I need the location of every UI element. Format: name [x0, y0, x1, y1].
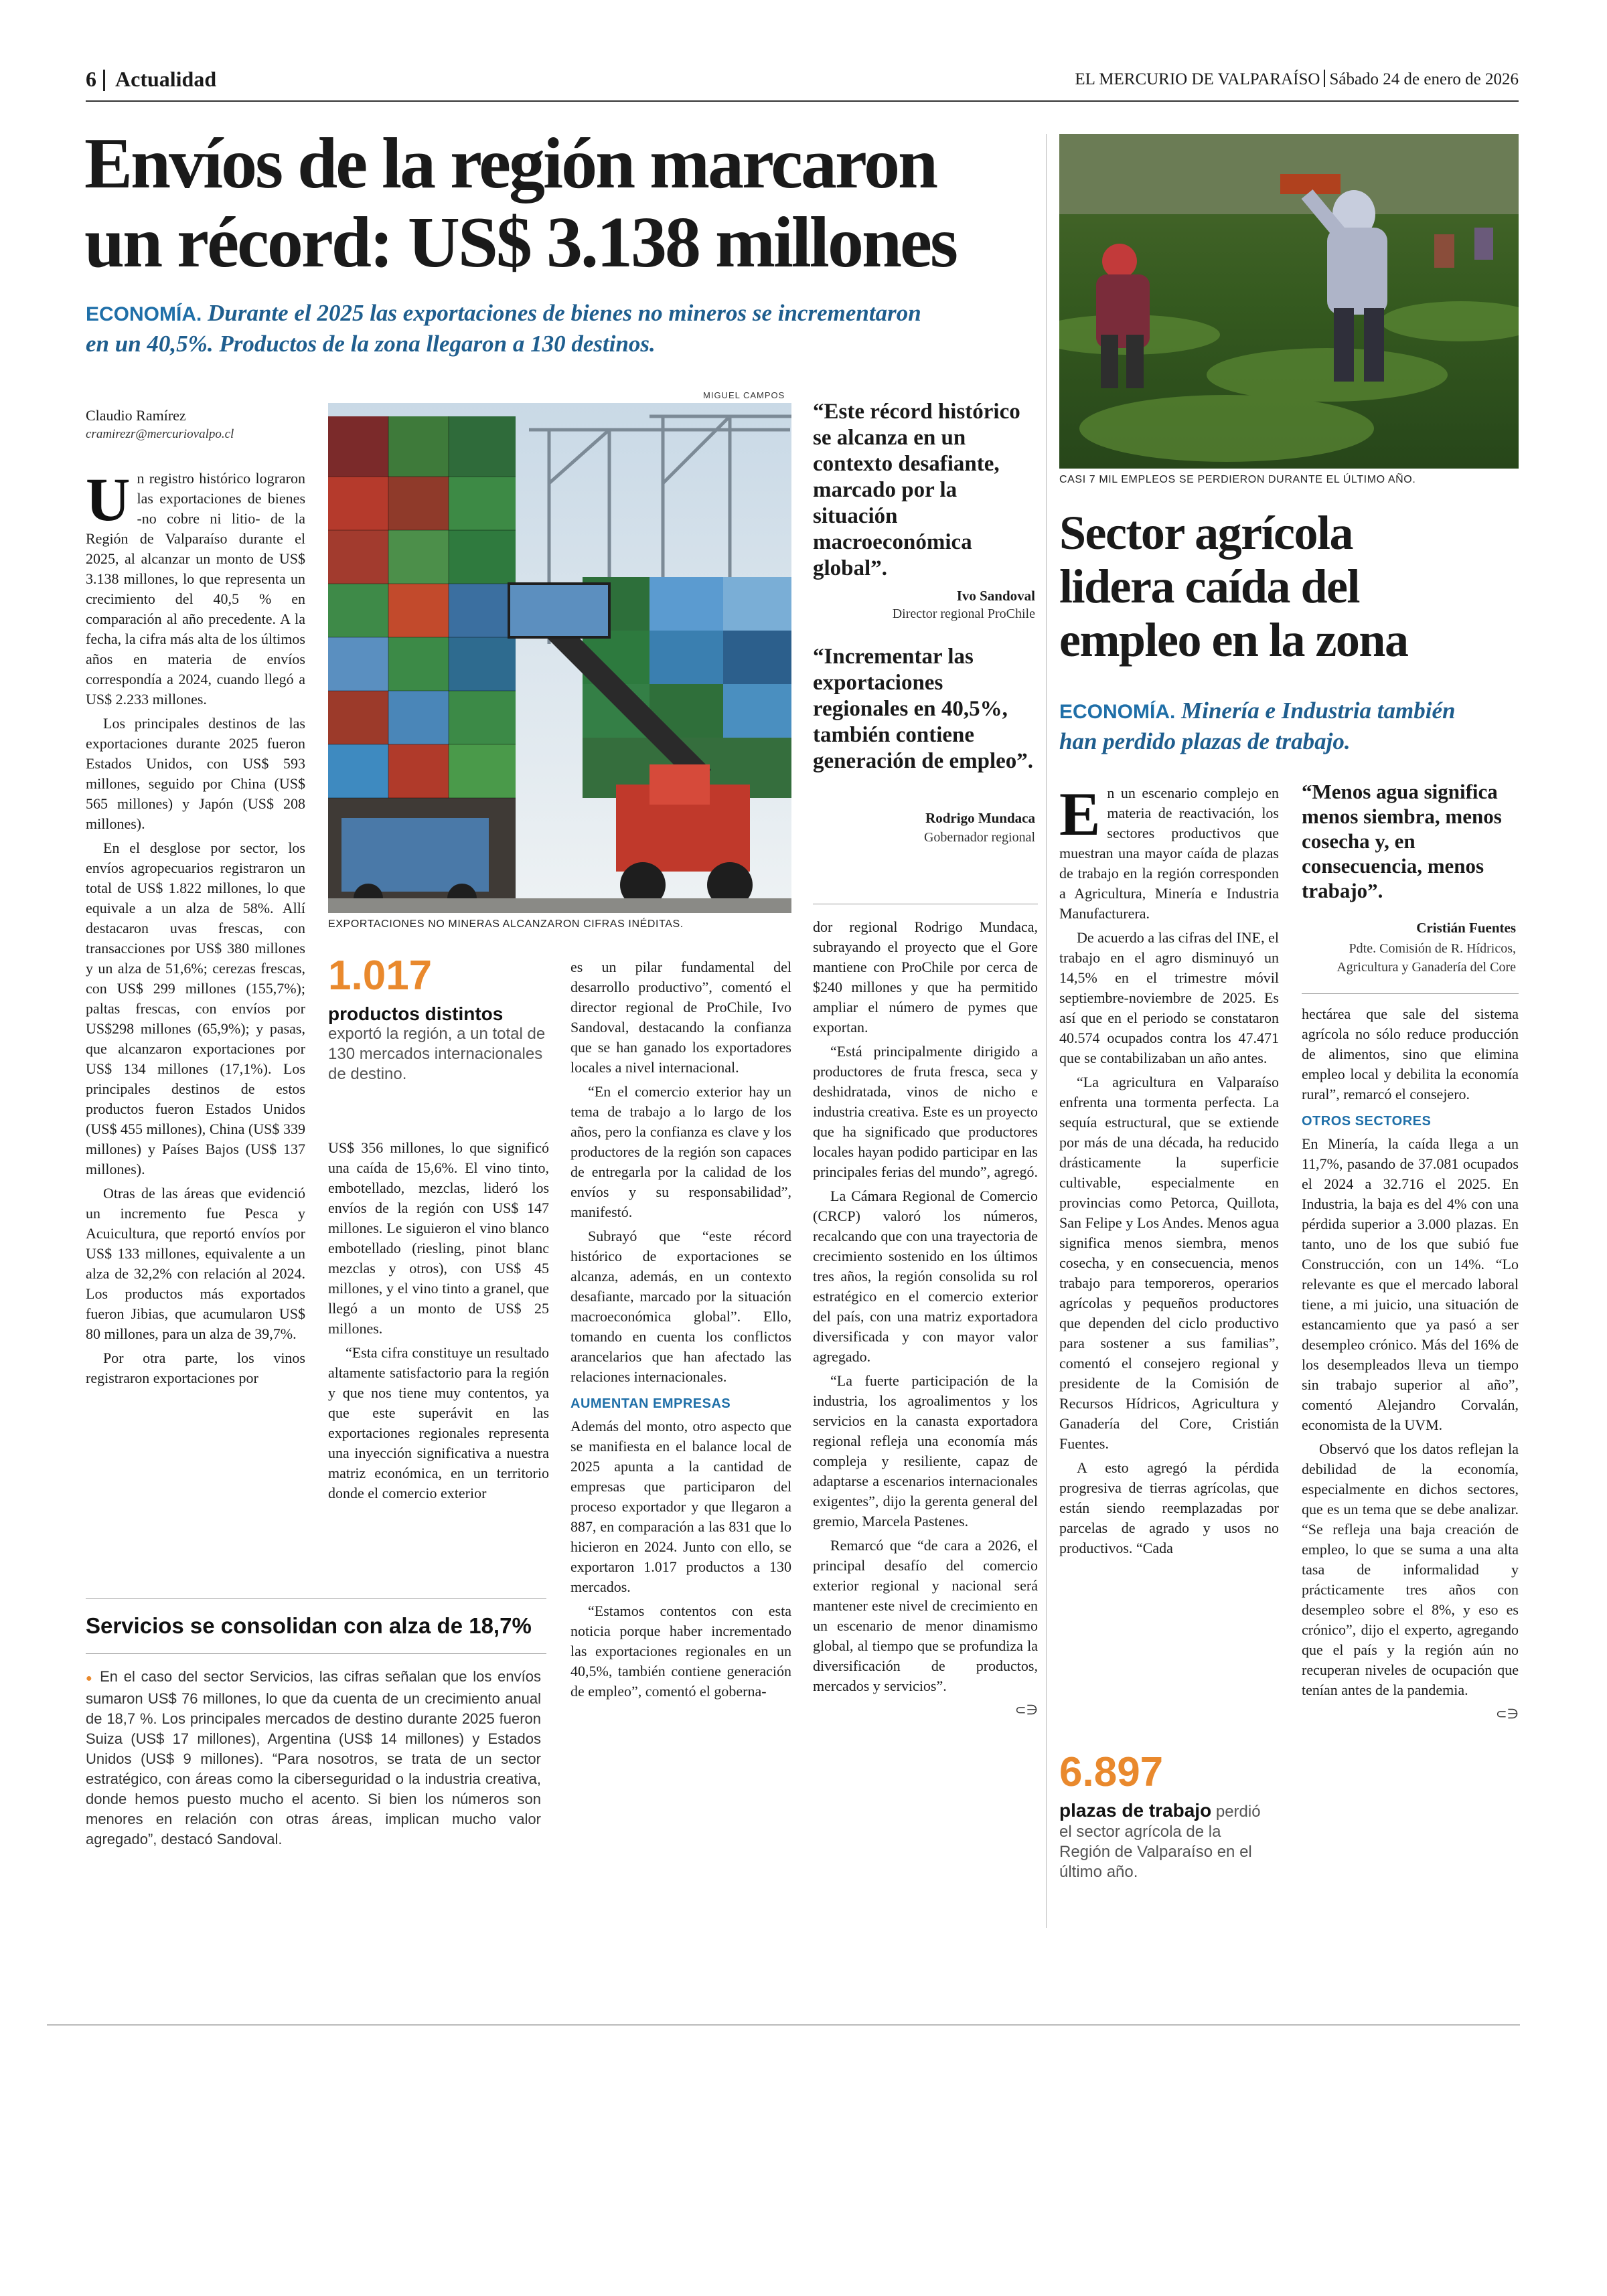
author-email[interactable]: cramirezr@mercuriovalpo.cl [86, 427, 234, 441]
quote-sandoval: “Este récord histórico se alcanza en un contexto desafiante, marcado por la situación macroeconómica global”. [813, 400, 1020, 580]
header-divider [103, 70, 105, 91]
quote-fuentes-name: Cristián Fuentes [1416, 920, 1516, 936]
second-end-mark: ⊂∋ [1495, 1707, 1519, 1722]
second-colB-p3: Observó que los datos reflejan la debilidad de la economía, especialmente en dichos sectores, que es un tema que se debe analizar. “Se refleja una baja creación de empleo, lo que se suma a una alta tasa de informalidad y prácticamente tres años con desempleo sobre el 8%, y eso es crónico”, dijo el experto, agregando que el país y la región aún no recuperan niveles de ocupación que tenían antes de la pandemia. [1302, 1441, 1519, 1698]
second-colB-p1: hectárea que sale del sistema agrícola no sólo reduce producción de alimentos, sino que elimina empleo local y debilita la economía rural”, remarcó el consejero. [1302, 1005, 1519, 1102]
quote-fuentes: “Menos agua significa menos siembra, menos cosecha y, en consecuencia, menos trabajo”. [1302, 780, 1502, 902]
page-number: 6 [86, 67, 96, 91]
main-col3-p1: es un pilar fundamental del desarrollo productivo”, comentó el director regional de ProChile, Ivo Sandoval, destacando la confianza que se han ganado los exportadores locales a nivel internacional. [570, 959, 791, 1076]
main-column-2 [328, 1138, 549, 1507]
services-title-rule [86, 1653, 546, 1654]
publication-name [1075, 70, 1519, 89]
services-top-rule [86, 1598, 546, 1599]
quote-sandoval-name: Ivo Sandoval [956, 588, 1035, 604]
main-headline-line1: Envíos de la región marcaron [84, 124, 937, 203]
main-headline-line2: un récord: US$ 3.138 millones [84, 203, 956, 282]
container-port-photo [328, 403, 791, 913]
services-text: En el caso del sector Servicios, las cifras señalan que los envíos sumaron US$ 76 millones, lo que da cuenta de un crecimiento anual de 18,7 %. Los principales mercados de destino durante 2025 fueron Suiza (US$ 17 millones), Argentina (US$ 14 millones) y Estados Unidos (US$ 9 millones). “Para nosotros, se trata de un sector estratégico, con áreas como la ciberseguridad o la industria creativa, donde hemos puesto mucho el acento. Si bien los números son menores en relación con otras áreas, implican mucho valor agregado”, destacó Sandoval. [86, 1668, 541, 1848]
page-header [86, 67, 1519, 100]
second-colA-p2: De acuerdo a las cifras del INE, el trabajo en el agro disminuyó un 14,5% en el trimestre móvil septiembre-noviembre de 2025. Es así que en el periodo se constataron 40.574 ocupados contra los 47.471 que se contabilizaban un año antes. [1059, 929, 1279, 1066]
main-deck-line1: Durante el 2025 las exportaciones de bienes no mineros se incrementaron [202, 300, 921, 326]
main-column-3 [570, 957, 791, 1706]
quote-sandoval-role: Director regional ProChile [892, 606, 1035, 621]
main-col1-p4: Otras de las áreas que evidenció un incremento fue Pesca y Acuicultura, que reportó envíos por US$ 133 millones, equivalente a un alza de 32,2% con relación al 2024. Los productos más exportados fueron Jibias, que acumularon US$ 80 millones, para un alza de 39,7%. [86, 1185, 305, 1342]
main-deck-line2: en un 40,5%. Productos de la zona llegaron a 130 destinos. [86, 331, 656, 357]
container-port-illustration [328, 403, 791, 913]
page-bottom-rule [47, 2024, 1520, 2026]
article-separator [1046, 134, 1047, 1928]
second-deck-line2: han perdido plazas de trabajo. [1059, 728, 1351, 754]
main-col2-p2: “Esta cifra constituye un resultado altamente satisfactorio para la región y que nos tiene muy contentos, ya que este superávit en las exportaciones regionales representa una inyección significativa a nuestra matriz económica, en un territorio donde el comercio exterior [328, 1344, 549, 1501]
quote-mundaca-role: Gobernador regional [923, 830, 1035, 845]
stat-jobs-text: perdió el sector agrícola de la Región de Valparaíso en el último año. [1059, 1803, 1261, 1881]
stat-products-text: exportó la región, a un total de 130 mercados internacionales de destino. [328, 1025, 546, 1083]
main-col3-p4: Además del monto, otro aspecto que se manifiesta en el balance local de 2025 apunta a la cantidad de empresas que participaron del proceso exportador y que llegaron a 887, en comparación a las 831 que lo hicieron en 2024. Junto con ello, se exportaron 1.017 productos a 130 mercados. [570, 1418, 791, 1595]
stat-number-products: 1.017 [328, 953, 433, 999]
quote-fuentes-role2: Agricultura y Ganadería del Core [1336, 960, 1516, 975]
second-colA-p3: “La agricultura en Valparaíso enfrenta una tormenta perfecta. La sequía estructural, que se extiende por más de una década, ha reducido drásticamente la superficie cultivable, especialmente en provincias como Petorca, Quillota, San Felipe y Los Andes. Menos agua significa menos siembra, menos cosecha, y en consecuencia, menos trabajo para temporeros, operarios agrícolas y pequeños productores que dependen del ciclo productivo para sostener a sus familias”, comentó el consejero regional y presidente de la Comisión de Recursos Hídricos, Agricultura y Ganadería del Core, Cristián Fuentes. [1059, 1074, 1279, 1452]
main-col1-p5: Por otra parte, los vinos registraron exportaciones por [86, 1349, 305, 1386]
main-col3-p3: Subrayó que “este récord histórico de exportaciones se alcanza, además, en un contexto desafiante, marcado por la situación macroeconómica global”. Ello, tomando en cuenta los conflictos arancelarios que han afectado las relaciones internacionales. [570, 1228, 791, 1385]
second-dropcap: E [1059, 780, 1101, 848]
second-headline-line1: Sector agrícola [1059, 506, 1353, 560]
publication-divider [1324, 70, 1325, 87]
main-headline [84, 125, 1049, 282]
main-subheading-empresas: AUMENTAN EMPRESAS [570, 1396, 731, 1411]
main-col4-p4: “La fuerte participación de la industria, los agroalimentos y los servicios en la canasta exportadora regional refleja una economía más compleja y resiliente, capaz de adaptarse a escenarios internacionales exigentes”, dijo la gerenta general del gremio, Marcela Pastenes. [813, 1372, 1038, 1530]
second-colA-p4: A esto agregó la pérdida progresiva de tierras agrícolas, que están siendo reemplazadas por parcelas de agrado y usos no productivos. “Cada [1059, 1459, 1279, 1556]
main-col1-p1: n registro histórico lograron las exportaciones de bienes -no cobre ni litio- de la Región de Valparaíso durante el 2025, al alcanzar un monto de US$ 3.138 millones, lo que representa un crecimiento del 40,5 % en comparación al año precedente. A la fecha, la cifra más alta de los últimos años en materia de envíos correspondía a 2024, cuando llegó a US$ 2.233 millones. [86, 470, 305, 708]
second-headline-line2: lidera caída del [1059, 560, 1359, 613]
farm-photo-caption: CASI 7 MIL EMPLEOS SE PERDIERON DURANTE EL ÚLTIMO AÑO. [1059, 474, 1416, 485]
main-col2-p1: US$ 356 millones, lo que significó una caída de 15,6%. El vino tinto, embotellado, mezclas, lideró los envíos de la región con US$ 147 millones. Le siguieron el vino blanco embotellado (riesling, pinot blanc mezclas y otros), con US$ 45 millones, y el vino tinto a granel, que llegó a un monto de US$ 25 millones. [328, 1139, 549, 1337]
services-title: Servicios se consolidan con alza de 18,7% [86, 1613, 532, 1638]
section-name: Actualidad [115, 67, 217, 91]
author-name: Claudio Ramírez [86, 407, 186, 424]
main-column-4 [813, 917, 1038, 1720]
main-dropcap: U [86, 465, 131, 534]
second-deck [1059, 696, 1521, 756]
second-headline-line3: empleo en la zona [1059, 613, 1408, 667]
quote-mundaca-name: Rodrigo Mundaca [925, 810, 1035, 826]
main-col3-p5: “Estamos contentos con esta noticia porque haber incrementado las exportaciones regionales en un 40,5%, también contiene generación de empleo”, comentó el goberna- [570, 1603, 791, 1700]
main-kicker: ECONOMÍA. [86, 303, 202, 325]
stat-jobs-title: plazas de trabajo [1059, 1800, 1212, 1821]
main-column-1 [86, 465, 305, 1392]
second-kicker: ECONOMÍA. [1059, 701, 1176, 723]
main-col4-p2: “Está principalmente dirigido a productores de fruta fresca, seca y deshidratada, vinos de nicho e industria creativa. Este es un proyecto que ha significado que productores locales hayan podido participar en las principales ferias del mundo”, agregó. [813, 1043, 1038, 1180]
stat-number-jobs: 6.897 [1059, 1749, 1164, 1795]
second-colB-p2: En Minería, la caída llega a un 11,7%, pasando de 37.081 ocupados el 2024 a 32.716 el 2025. En Industria, la baja es del 4% con una pérdida superior a 3.000 plazas. En tanto, uno de los que subió fue Construcción, con un 14%. “Lo relevante es que el mercado laboral tiene, a mi juicio, una situación de estancamiento que ya pasó a ser desempleo crónico. Más del 16% de los desempleados lleva un tiempo sin trabajo superior al año”, comentó Alejandro Corvalán, economista de la UVM. [1302, 1135, 1519, 1433]
second-subheading-otros: OTROS SECTORES [1302, 1114, 1432, 1129]
quote-mundaca: “Incrementar las exportaciones regionales en 40,5%, también contiene generación de empleo”. [813, 645, 1034, 773]
stat-jobs-label [1059, 1801, 1274, 1882]
header-rule [86, 100, 1519, 102]
main-col3-p2: “En el comercio exterior hay un tema de trabajo a lo largo de los años, pero la confianza es clave y los productores de la región son capaces de entregarla por la calidad de los envíos y su responsabilidad”, manifestó. [570, 1083, 791, 1220]
main-col4-p3: La Cámara Regional de Comercio (CRCP) valoró los números, recalcando que con una trayectoria de crecimiento sostenido en los últimos tres años, la región consolida su rol estratégico en el comercio exterior del país, con una matriz exportadora diversificada y con mayor valor agregado. [813, 1187, 1038, 1365]
stat-products-title: productos distintos [328, 1003, 504, 1024]
main-col4-p5: Remarcó que “de cara a 2026, el principal desafío del comercio exterior regional y nacional será mantener este nivel de crecimiento en un escenario de menor dinamismo global, al tiempo que se profundiza la diversificación de productos, mercados y servicios”. [813, 1537, 1038, 1694]
services-bullet: ● [86, 1673, 94, 1684]
stat-products-label [328, 1004, 549, 1084]
publication-date: Sábado 24 de enero de 2026 [1329, 70, 1519, 88]
quote-fuentes-role1: Pdte. Comisión de R. Hídricos, [1349, 941, 1516, 956]
second-column-a [1059, 780, 1279, 1562]
second-headline [1059, 506, 1521, 667]
main-deck [86, 299, 1057, 359]
quote-fuentes-divider [1302, 993, 1519, 994]
container-photo-caption: EXPORTACIONES NO MINERAS ALCANZARON CIFRAS INÉDITAS. [328, 918, 684, 930]
second-column-b [1302, 1004, 1519, 1724]
main-col1-p3: En el desglose por sector, los envíos agropecuarios registraron un total de US$ 1.822 millones, lo que equivale a un alza de 58%. Allí destacaron uvas frescas, con transacciones por US$ 380 millones y un alza de 51,6%; cerezas frescas, con US$ 299 millones (155,7%); paltas frescas, con envíos por US$298 millones (65,9%); y pasas, que alcanzaron exportaciones por US$ 134 millones (17,1%). Los principales destinos de estos productos fueron Estados Unidos (US$ 455 millones), China (US$ 339 millones) y Países Bajos (US$ 137 millones). [86, 839, 305, 1177]
farm-workers-illustration [1059, 134, 1519, 469]
farm-workers-photo [1059, 134, 1519, 469]
main-col1-p2: Los principales destinos de las exportaciones durante 2025 fueron Estados Unidos, con US$ 593 millones, seguido por China (US$ 565 millones) y Japón (US$ 208 millones). [86, 715, 305, 832]
services-body [86, 1667, 541, 1850]
photo-credit: MIGUEL CAMPOS [703, 390, 785, 400]
main-col4-p1: dor regional Rodrigo Mundaca, subrayando el proyecto que el Gore mantiene con ProChile por cerca de $240 millones y que ha permitido ampliar el número de pymes que exportan. [813, 918, 1038, 1036]
second-deck-line1: Minería e Industria también [1175, 698, 1456, 724]
second-colA-p1: n un escenario complejo en materia de reactivación, los sectores productivos que muestran una mayor caída de plazas de trabajo en la región corresponden a Agricultura, Minería e Industria Manufacturera. [1059, 785, 1279, 922]
publication-title: EL MERCURIO DE VALPARAÍSO [1075, 70, 1320, 88]
main-end-mark: ⊂∋ [1014, 1703, 1038, 1718]
